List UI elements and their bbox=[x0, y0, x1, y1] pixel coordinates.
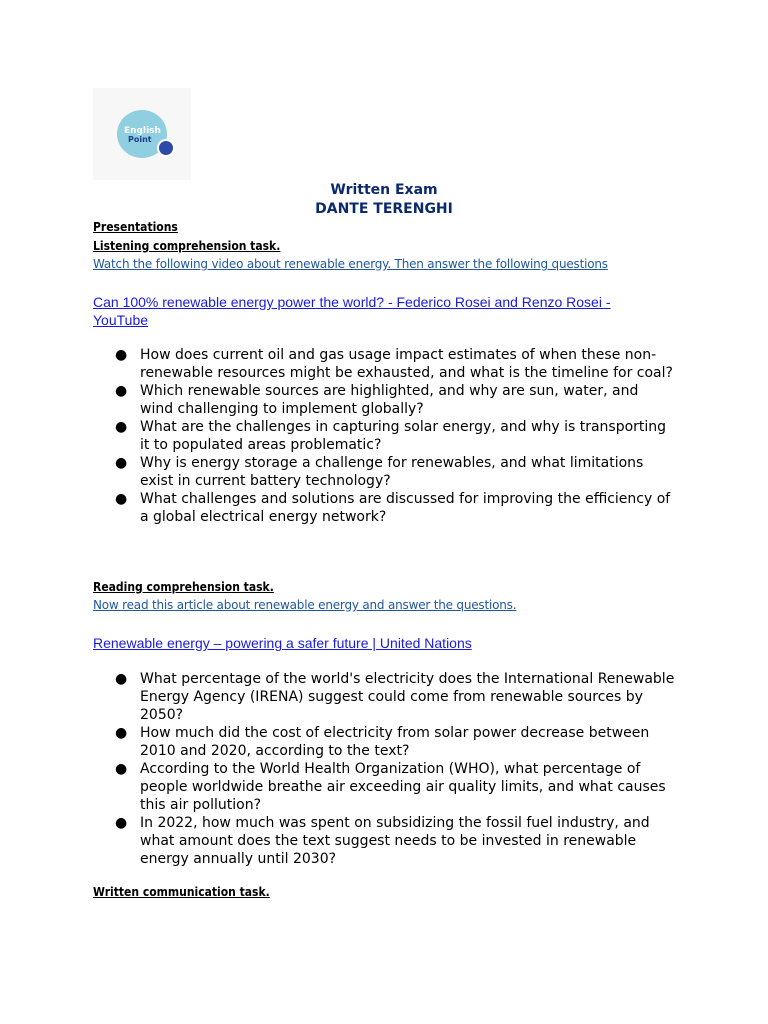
logo-text-point: Point bbox=[128, 135, 152, 144]
question-text: What percentage of the world's electricity does the International Renewable Energy Agency (IRENA) suggest could come from renewable sources by 2050? bbox=[140, 671, 675, 723]
question-text: In 2022, how much was spent on subsidizing the fossil fuel industry, and what amount does the text suggest needs to be invested in renewable energy annually until 2030? bbox=[140, 815, 650, 867]
question-text: How much did the cost of electricity from solar power decrease between 2010 and 2020, according to the text? bbox=[140, 725, 650, 759]
reading-instruction: Now read this article about renewable energy and answer the questions. bbox=[93, 598, 517, 612]
bullet-icon: ● bbox=[115, 761, 128, 777]
question-text: What challenges and solutions are discussed for improving the efficiency of a global electrical energy network? bbox=[140, 491, 671, 525]
logo-text-english: English bbox=[124, 126, 161, 136]
list-item bbox=[115, 724, 675, 760]
list-item bbox=[115, 418, 675, 454]
reading-article-link[interactable]: Renewable energy – powering a safer future | United Nations bbox=[93, 635, 472, 651]
student-name: DANTE TERENGHI bbox=[315, 201, 453, 217]
list-item bbox=[115, 346, 675, 382]
list-item bbox=[115, 454, 675, 490]
question-text: How does current oil and gas usage impact estimates of when these non-renewable resources might be exhausted, and what is the timeline for coal? bbox=[140, 347, 673, 381]
bullet-icon: ● bbox=[115, 455, 128, 471]
list-item bbox=[115, 382, 675, 418]
list-item bbox=[115, 760, 675, 814]
list-item bbox=[115, 814, 675, 868]
question-text: Why is energy storage a challenge for renewables, and what limitations exist in current battery technology? bbox=[140, 455, 644, 489]
bullet-icon: ● bbox=[115, 491, 128, 507]
bullet-icon: ● bbox=[115, 383, 128, 399]
english-point-logo bbox=[93, 88, 191, 180]
document-title: Written Exam bbox=[330, 182, 438, 198]
bullet-icon: ● bbox=[115, 671, 128, 687]
listening-heading: Listening comprehension task. bbox=[93, 239, 281, 253]
logo-dot bbox=[157, 139, 175, 157]
list-item bbox=[115, 670, 675, 724]
bullet-icon: ● bbox=[115, 347, 128, 363]
list-item bbox=[115, 490, 675, 526]
presentations-heading: Presentations bbox=[93, 220, 178, 234]
writing-heading: Written communication task. bbox=[93, 885, 270, 899]
question-text: What are the challenges in capturing solar energy, and why is transporting it to populated areas problematic? bbox=[140, 419, 667, 453]
reading-questions-list bbox=[115, 670, 675, 868]
listening-video-link[interactable]: Can 100% renewable energy power the world? - Federico Rosei and Renzo Rosei - YouTube bbox=[93, 294, 611, 328]
bullet-icon: ● bbox=[115, 419, 128, 435]
reading-heading: Reading comprehension task. bbox=[93, 580, 274, 594]
question-text: Which renewable sources are highlighted, and why are sun, water, and wind challenging to implement globally? bbox=[140, 383, 639, 417]
bullet-icon: ● bbox=[115, 815, 128, 831]
question-text: According to the World Health Organization (WHO), what percentage of people worldwide breathe air exceeding air quality limits, and what causes this air pollution? bbox=[140, 761, 666, 813]
bullet-icon: ● bbox=[115, 725, 128, 741]
listening-questions-list bbox=[115, 346, 675, 526]
listening-instruction: Watch the following video about renewable energy. Then answer the following questions bbox=[93, 257, 608, 271]
